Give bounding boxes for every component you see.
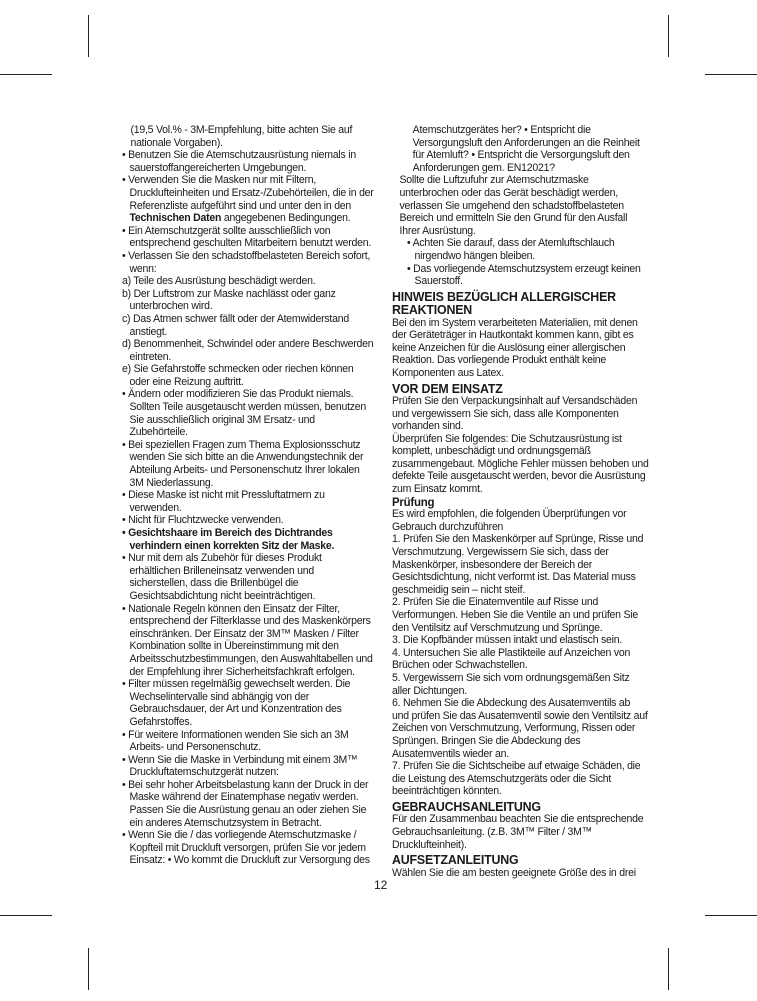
right-column	[392, 124, 650, 879]
right-paragraph: 5. Vergewissern Sie sich vom ordnungsgemäßen Sitz aller Dichtungen.	[392, 671, 630, 697]
right-paragraph: 4. Untersuchen Sie alle Plastikteile auf Anzeichen von Brüchen oder Schwachstellen.	[392, 646, 631, 672]
section-heading: Prüfung	[392, 494, 435, 509]
left-paragraph: • Gesichtshaare im Bereich des Dichtrandes verhindern einen korrekten Sitz der Maske.	[122, 527, 335, 552]
right-paragraph: Atemschutzgerätes her? • Entspricht die Versorgungsluft den Anforderungen an die Reinheit für Atemluft? • Entspricht die Versorgungsluft den Anforderungen gem. EN12021?	[412, 124, 640, 174]
left-paragraph: (19,5 Vol.% - 3M-Empfehlung, bitte achten Sie auf nationale Vorgaben).	[130, 124, 353, 149]
left-paragraph: • Verlassen Sie den schadstoffbelasteten Bereich sofort, wenn:	[122, 249, 371, 275]
right-paragraph: Bei den im System verarbeiteten Materialien, mit denen der Geräteträger in Hautkontakt kommen kann, gibt es keine Anzeichen für die Auslösung einer allergischen Reaktion. Das vorliegende Produkt enthält keine Komponenten aus Latex.	[392, 316, 638, 379]
right-paragraph: 6. Nehmen Sie die Abdeckung des Ausatemventils ab und prüfen Sie das Ausatemventil sowie den Ventilsitz auf Zeichen von Verschmutzung, Verformung, Rissen oder Sprüngen. Bringen Sie die Abdeckung des Ausatemventils wieder an.	[392, 697, 648, 760]
crop-mark	[88, 948, 89, 990]
right-paragraph: Überprüfen Sie folgendes: Die Schutzausrüstung ist komplett, unbeschädigt und ordnungsgemäß zusammengebaut. Mögliche Fehler müssen behoben und defekte Teile ausgetauscht werden, bevor die Ausrüstung zum Einsatz kommt.	[392, 432, 649, 496]
right-paragraph: • Achten Sie darauf, dass der Atemluftschlauch nirgendwo hängen bleiben.	[407, 237, 615, 262]
right-paragraph: Sollte die Luftzufuhr zur Atemschutzmaske unterbrochen oder das Gerät beschädigt werden, verlassen Sie umgehend den schadstoffbelasteten Bereich und ermitteln Sie den Grund für den Ausfall Ihrer Ausrüstung.	[399, 174, 628, 237]
left-paragraph: a) Teile des Ausrüstung beschädigt werden.	[122, 275, 316, 288]
crop-mark	[0, 915, 52, 916]
left-paragraph: b) Der Luftstrom zur Maske nachlässt oder ganz unterbrochen wird.	[122, 287, 336, 313]
crop-mark	[668, 15, 669, 57]
left-paragraph: • Wenn Sie die Maske in Verbindung mit einem 3M™ Druckluftatemschutzgerät nutzen:	[122, 753, 358, 779]
left-paragraph: d) Benommenheit, Schwindel oder andere Beschwerden eintreten.	[122, 338, 374, 363]
left-paragraph: • Nur mit dem als Zubehör für dieses Produkt erhältlichen Brilleneinsatz verwenden und sicherstellen, dass die Brillenbügel die Gesichtsabdichtung nicht beeinträchtigen.	[122, 552, 322, 602]
section-heading: AUFSETZANLEITUNG	[392, 852, 519, 868]
right-paragraph: 2. Prüfen Sie die Einatemventile auf Risse und Verformungen. Heben Sie die Ventile an und prüfen Sie den Ventilsitz auf Verschmutzung und Sprünge.	[392, 596, 638, 634]
right-paragraph: Prüfen Sie den Verpackungsinhalt auf Versandschäden und vergewissern Sie sich, dass alle Komponenten vorhanden sind.	[392, 394, 638, 433]
left-paragraph: • Wenn Sie die / das vorliegende Atemschutzmaske / Kopfteil mit Druckluft versorgen, prüfen Sie vor jedem Einsatz: • Wo kommt die Druckluft zur Versorgung des	[122, 829, 370, 867]
left-paragraph: • Bei speziellen Fragen zum Thema Explosionsschutz wenden Sie sich bitte an die Anwendungstechnik der Abteilung Arbeits- und Personenschutz Ihrer lokalen 3M Niederlassung.	[122, 438, 364, 489]
left-paragraph: • Nicht für Fluchtzwecke verwenden.	[122, 514, 284, 527]
crop-mark	[0, 74, 52, 75]
left-paragraph: c) Das Atmen schwer fällt oder der Atemwiderstand anstiegt.	[122, 312, 349, 338]
right-paragraph: 1. Prüfen Sie den Maskenkörper auf Sprünge, Risse und Verschmutzung. Vergewissern Sie sich, dass der Maskenkörper, insbesondere der Bereich der Gesichtsdichtung, nicht verformt ist. Das Material muss geschmeidig sein – nicht steif.	[392, 533, 644, 596]
left-paragraph: • Ändern oder modifizieren Sie das Produkt niemals. Sollten Teile ausgetauscht werden müssen, benutzen Sie ausschließlich original 3M Ersatz- und Zubehörteile.	[122, 388, 367, 439]
left-paragraph: • Diese Maske ist nicht mit Pressluftatmern zu verwenden.	[122, 489, 325, 514]
crop-mark	[705, 915, 757, 916]
left-paragraph: • Ein Atemschutzgerät sollte ausschließlich von entsprechend geschulten Mitarbeitern benutzt werden.	[122, 224, 372, 250]
crop-mark	[705, 74, 757, 75]
left-paragraph: • Für weitere Informationen wenden Sie sich an 3M Arbeits- und Personenschutz.	[122, 728, 349, 754]
left-paragraph: e) Sie Gefahrstoffe schmecken oder riechen können oder eine Reizung auftritt.	[122, 363, 354, 388]
right-paragraph: 3. Die Kopfbänder müssen intakt und elastisch sein.	[392, 634, 623, 647]
right-paragraph: Wählen Sie die am besten geeignete Größe des in drei	[392, 866, 636, 879]
crop-mark	[88, 15, 89, 57]
left-paragraph: • Benutzen Sie die Atemschutzausrüstung niemals in sauerstoffangereicherten Umgebungen.	[122, 149, 356, 174]
right-paragraph: Für den Zusammenbau beachten Sie die entsprechende Gebrauchsanleitung. (z.B. 3M™ Filter / 3M™ Drucklufteinheit).	[392, 813, 644, 851]
section-heading: GEBRAUCHSANLEITUNG	[392, 798, 541, 814]
left-paragraph: • Bei sehr hoher Arbeitsbelastung kann der Druck in der Maske während der Einatemphase negativ werden. Passen Sie die Ausrüstung genau an oder ziehen Sie ein anderes Atemschutzsystem in Betracht.	[122, 778, 369, 829]
right-paragraph: • Das vorliegende Atemschutzsystem erzeugt keinen Sauerstoff.	[407, 262, 641, 288]
crop-mark	[668, 948, 669, 990]
left-paragraph: • Verwenden Sie die Masken nur mit Filtern, Drucklufteinheiten und Ersatz-/Zubehörteilen, die in der Referenzliste aufgeführt sind und unter den in den Technischen Daten angegebenen Bedingungen.	[122, 174, 374, 225]
left-paragraph: • Filter müssen regelmäßig gewechselt werden. Die Wechselintervalle sind abhängig von der Gebrauchsdauer, der Art und Konzentration des Gefahrstoffes.	[122, 678, 351, 728]
page-number: 12	[374, 878, 388, 892]
section-heading: HINWEIS BEZÜGLICH ALLERGISCHER REAKTIONEN	[392, 288, 616, 318]
section-heading: VOR DEM EINSATZ	[392, 380, 503, 396]
left-paragraph: • Nationale Regeln können den Einsatz der Filter, entsprechend der Filterklasse und des Maskenkörpers einschränken. Der Einsatz der 3M™ Masken / Filter Kombination sollte in Übereinstimmung mit den Arbeitsschutzbestimmungen, den Auswahltabellen und der Empfehlung ihrer Sicherheitsfachkraft erfolgen.	[122, 602, 373, 678]
left-column	[122, 124, 374, 867]
right-paragraph: Es wird empfohlen, die folgenden Überprüfungen vor Gebrauch durchzuführen	[392, 508, 627, 533]
right-paragraph: 7. Prüfen Sie die Sichtscheibe auf etwaige Schäden, die die Leistung des Atemschutzgeräts oder die Sicht beeinträchtigen könnten.	[392, 760, 641, 798]
